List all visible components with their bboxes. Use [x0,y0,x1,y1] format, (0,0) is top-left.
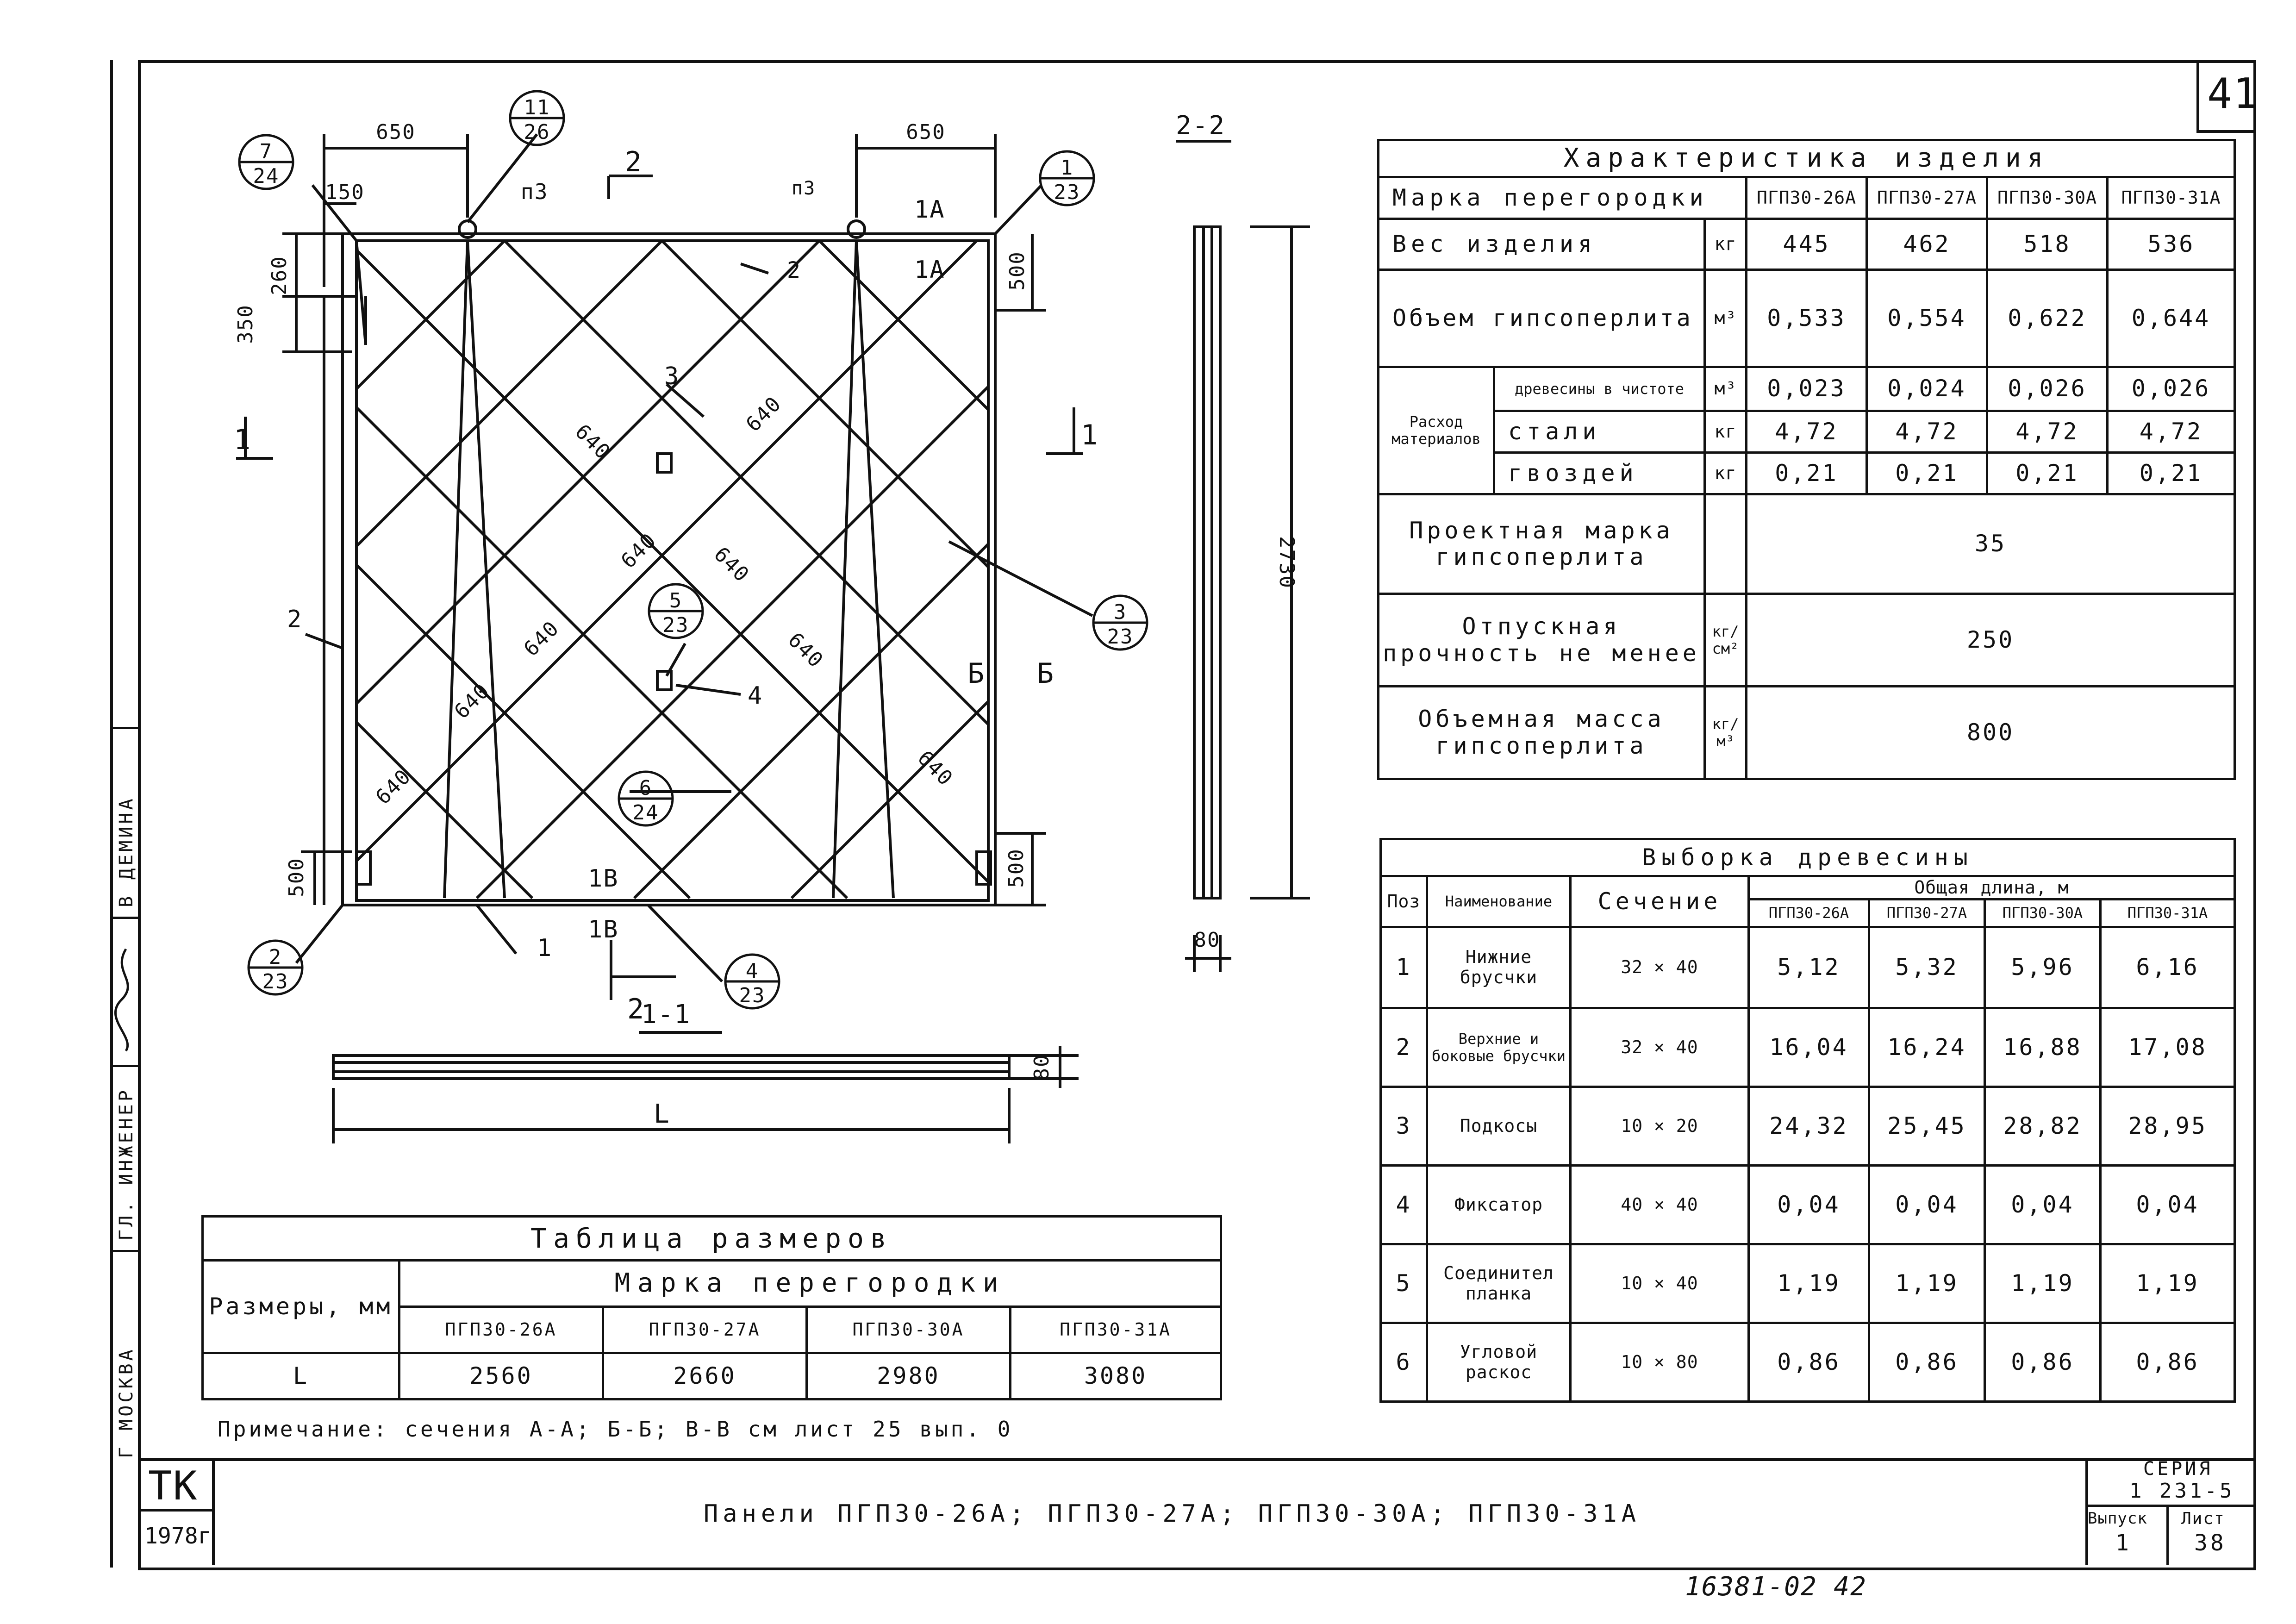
stamp-city: Г МОСКВА [116,1347,137,1458]
dim-150: 150 [325,181,365,204]
sizes-note: Примечание: сечения А-А; Б-Б; В-В см лист 25 вып. 0 [218,1417,1013,1442]
section-title-2-2: 2-2 [1176,111,1226,141]
dim-260: 260 [268,256,291,295]
strength-unit: кг/см² [1705,594,1747,687]
label-1B-top: 1В [588,865,619,893]
callout-top: 1 [1060,156,1074,180]
nails-value: 0,21 [1987,453,2108,494]
volume-value: 0,622 [1987,270,2108,367]
row-value: 1,19 [2101,1244,2235,1323]
row-value: 1,19 [1749,1244,1869,1323]
wood-table-title: Выборка древесины [1381,839,2235,876]
label-pos4: 4 [748,682,763,710]
weight-label: Вес изделия [1379,219,1705,270]
nails-value: 0,21 [1747,453,1867,494]
row-value: 28,95 [2101,1087,2235,1166]
row-value: 24,32 [1749,1087,1869,1166]
sizes-mark-header: Марка перегородки [399,1261,1221,1307]
density-label: Объемная масса гипсоперлита [1379,687,1705,779]
panel-drawing [0,0,1342,1157]
row-value: 28,82 [1985,1087,2101,1166]
stamp-name: В ДЕМИНА [116,796,137,907]
callout-top: 5 [669,589,683,612]
callout-top: 3 [1113,600,1127,624]
characteristics-table [1377,139,2236,780]
dim-500-top-right: 500 [1005,251,1029,291]
mark-col: ПГП30-31А [2108,177,2235,219]
sizes-value: 2660 [603,1353,807,1399]
label-section2-top: 2 [625,146,643,178]
row-value: 0,86 [2101,1323,2235,1402]
steel-unit: кг [1705,411,1747,453]
row-pos: 3 [1381,1087,1427,1166]
nails-value: 0,21 [1867,453,1987,494]
dim-640: 640 [783,628,828,673]
row-pos: 2 [1381,1008,1427,1087]
sizes-mark-col: ПГП30-27А [603,1307,807,1353]
row-value: 5,96 [1985,927,2101,1008]
label-1A-bottom: 1А [914,256,945,284]
callout-bottom: 24 [253,164,280,188]
steel-value: 4,72 [2108,411,2235,453]
row-value: 5,12 [1749,927,1869,1008]
nails-label: гвоздей [1494,453,1705,494]
volume-unit: м³ [1705,270,1747,367]
label-pos1: 1 [537,934,553,962]
label-1A-top: 1А [914,196,945,224]
stamp-divider-4 [110,1250,141,1252]
row-value: 1,19 [1985,1244,2101,1323]
stamp-chief-engineer: ГЛ. ИНЖЕНЕР [116,1087,137,1241]
strength-label: Отпускная прочность не менее [1379,594,1705,687]
sizes-mark-col: ПГП30-26А [399,1307,603,1353]
wood-value: 0,026 [1987,367,2108,411]
row-name: Нижние брусчки [1427,927,1571,1008]
row-pos: 5 [1381,1244,1427,1323]
dim-640: 640 [371,764,416,809]
issue-value: 1 [2115,1530,2132,1556]
row-value: 0,04 [2101,1166,2235,1244]
mark-header: Марка перегородки [1379,177,1747,219]
series-value: 1 231-5 [2129,1479,2235,1503]
steel-value: 4,72 [1867,411,1987,453]
volume-value: 0,554 [1867,270,1987,367]
mark-col: ПГП30-30А [1987,177,2108,219]
density-unit: кг/м³ [1705,687,1747,779]
label-B-right: Б [1037,657,1055,690]
dim-500-bottom-left: 500 [285,857,308,897]
row-value: 0,04 [1869,1166,1985,1244]
weight-unit: кг [1705,219,1747,270]
label-p3-right: п3 [792,178,816,199]
dim-80-plan: 80 [1030,1054,1054,1081]
strength-value: 250 [1747,594,2235,687]
row-pos: 4 [1381,1166,1427,1244]
issue-label: Выпуск [2088,1509,2147,1528]
dim-2730: 2730 [1275,536,1298,589]
org-box-divider [138,1509,212,1512]
wood-value: 0,024 [1867,367,1987,411]
issue-divider [2166,1505,2169,1565]
sizes-title: Таблица размеров [203,1217,1221,1261]
row-section: 10 × 20 [1571,1087,1749,1166]
steel-value: 4,72 [1747,411,1867,453]
sizes-mark-col: ПГП30-30А [807,1307,1011,1353]
weight-value: 445 [1747,219,1867,270]
consumption-label: Расход материалов [1379,367,1494,494]
section-header: Сечение [1571,876,1749,927]
dim-500-bottom-right: 500 [1004,848,1028,888]
row-value: 5,32 [1869,927,1985,1008]
nails-unit: кг [1705,453,1747,494]
label-pos2-top: 2 [787,257,801,283]
row-section: 32 × 40 [1571,927,1749,1008]
callout-top: 4 [745,959,759,983]
callout-bottom: 26 [524,120,550,144]
row-value: 16,24 [1869,1008,1985,1087]
row-name: Угловой раскос [1427,1323,1571,1402]
total-length-header: Общая длина, м [1749,876,2235,899]
row-value: 0,86 [1749,1323,1869,1402]
callout-top: 11 [524,96,550,119]
row-name: Подкосы [1427,1087,1571,1166]
dim-350: 350 [234,304,257,344]
mark-col: ПГП30-26А [1747,177,1867,219]
name-header: Наименование [1427,876,1571,927]
sizes-table [201,1215,1222,1400]
dim-L: L [654,1099,670,1129]
wood-mark-col: ПГП30-31А [2101,899,2235,927]
dim-650-left: 650 [376,120,416,144]
table-row [1381,1244,2235,1323]
pos-header: Поз [1381,876,1427,927]
callout-bottom: 24 [632,801,659,824]
table-row [1381,1323,2235,1402]
footer-note: 16381-02 42 [1685,1572,1867,1602]
design-grade-value: 35 [1747,494,2235,594]
row-value: 0,04 [1985,1166,2101,1244]
label-B-left: Б [967,657,986,690]
dim-640: 640 [913,746,958,791]
callout-bottom: 23 [262,970,289,993]
sheet-value: 38 [2194,1530,2227,1556]
density-value: 800 [1747,687,2235,779]
row-name: Фиксатор [1427,1166,1571,1244]
design-grade-label: Проектная марка гипсоперлита [1379,494,1705,594]
org-name: ТК [148,1463,198,1509]
steel-value: 4,72 [1987,411,2108,453]
label-section2-bottom: 2 [627,993,645,1025]
dim-80-side: 80 [1194,928,1221,952]
dim-640: 640 [616,528,661,573]
label-pos2-left: 2 [287,606,303,633]
row-name: Верхние и боковые брусчки [1427,1008,1571,1087]
year: 1978г [144,1523,212,1549]
row-value: 17,08 [2101,1008,2235,1087]
series-label: СЕРИЯ [2143,1458,2213,1480]
row-value: 6,16 [2101,927,2235,1008]
callout-top: 6 [639,776,653,800]
dim-640: 640 [570,419,615,465]
volume-value: 0,533 [1747,270,1867,367]
row-pos: 6 [1381,1323,1427,1402]
wood-unit: м³ [1705,367,1747,411]
dim-640: 640 [709,542,754,587]
sizes-mark-col: ПГП30-31А [1011,1307,1221,1353]
sizes-param: L [203,1353,399,1399]
callout-top: 7 [259,140,273,163]
dim-650-right: 650 [906,120,946,144]
row-section: 32 × 40 [1571,1008,1749,1087]
nails-value: 0,21 [2108,453,2235,494]
volume-label: Объем гипсоперлита [1379,270,1705,367]
mark-col: ПГП30-27А [1867,177,1987,219]
wood-value: 0,026 [2108,367,2235,411]
series-divider [2085,1505,2253,1507]
weight-value: 462 [1867,219,1987,270]
row-section: 10 × 80 [1571,1323,1749,1402]
steel-label: стали [1494,411,1705,453]
wood-value: 0,023 [1747,367,1867,411]
row-value: 0,86 [1869,1323,1985,1402]
wood-table [1379,838,2236,1403]
callout-bottom: 23 [739,984,766,1007]
row-section: 40 × 40 [1571,1166,1749,1244]
callout-top: 2 [268,945,282,969]
weight-value: 536 [2108,219,2235,270]
sizes-value: 2980 [807,1353,1011,1399]
label-1B-bottom: 1В [588,916,619,943]
label-pos3: 3 [664,362,680,390]
callout-bottom: 23 [1107,625,1134,649]
table-row [1381,1087,2235,1166]
callout-bottom: 23 [1054,181,1080,204]
dim-640: 640 [449,679,495,724]
table-row [1381,927,2235,1008]
row-section: 10 × 40 [1571,1244,1749,1323]
table-row [1381,1166,2235,1244]
row-value: 0,86 [1985,1323,2101,1402]
wood-label: древесины в чистоте [1494,367,1705,411]
label-section1-left: 1 [234,424,252,456]
row-value: 0,04 [1749,1166,1869,1244]
label-p3-left: п3 [521,179,549,204]
dim-640: 640 [519,616,564,661]
row-value: 16,04 [1749,1008,1869,1087]
sheet-label: Лист [2181,1509,2225,1528]
row-value: 1,19 [1869,1244,1985,1323]
weight-value: 518 [1987,219,2108,270]
wood-mark-col: ПГП30-30А [1985,899,2101,927]
callout-bottom: 23 [662,613,689,637]
label-section1-right: 1 [1081,419,1099,451]
sizes-value: 3080 [1011,1353,1221,1399]
sizes-value: 2560 [399,1353,603,1399]
dim-640: 640 [741,392,786,437]
row-name: Соединител планка [1427,1244,1571,1323]
characteristics-title: Характеристика изделия [1379,140,2235,177]
row-pos: 1 [1381,927,1427,1008]
row-value: 25,45 [1869,1087,1985,1166]
sheet-number: 41 [2207,69,2259,118]
wood-mark-col: ПГП30-26А [1749,899,1869,927]
sizes-row-label: Размеры, мм [203,1261,399,1353]
section-title-1-1: 1-1 [641,999,691,1030]
table-row [1381,1008,2235,1087]
document-title: Панели ПГП30-26А; ПГП30-27А; ПГП30-30А; ПГП30-31А [704,1500,1641,1528]
wood-mark-col: ПГП30-27А [1869,899,1985,927]
volume-value: 0,644 [2108,270,2235,367]
row-value: 16,88 [1985,1008,2101,1087]
